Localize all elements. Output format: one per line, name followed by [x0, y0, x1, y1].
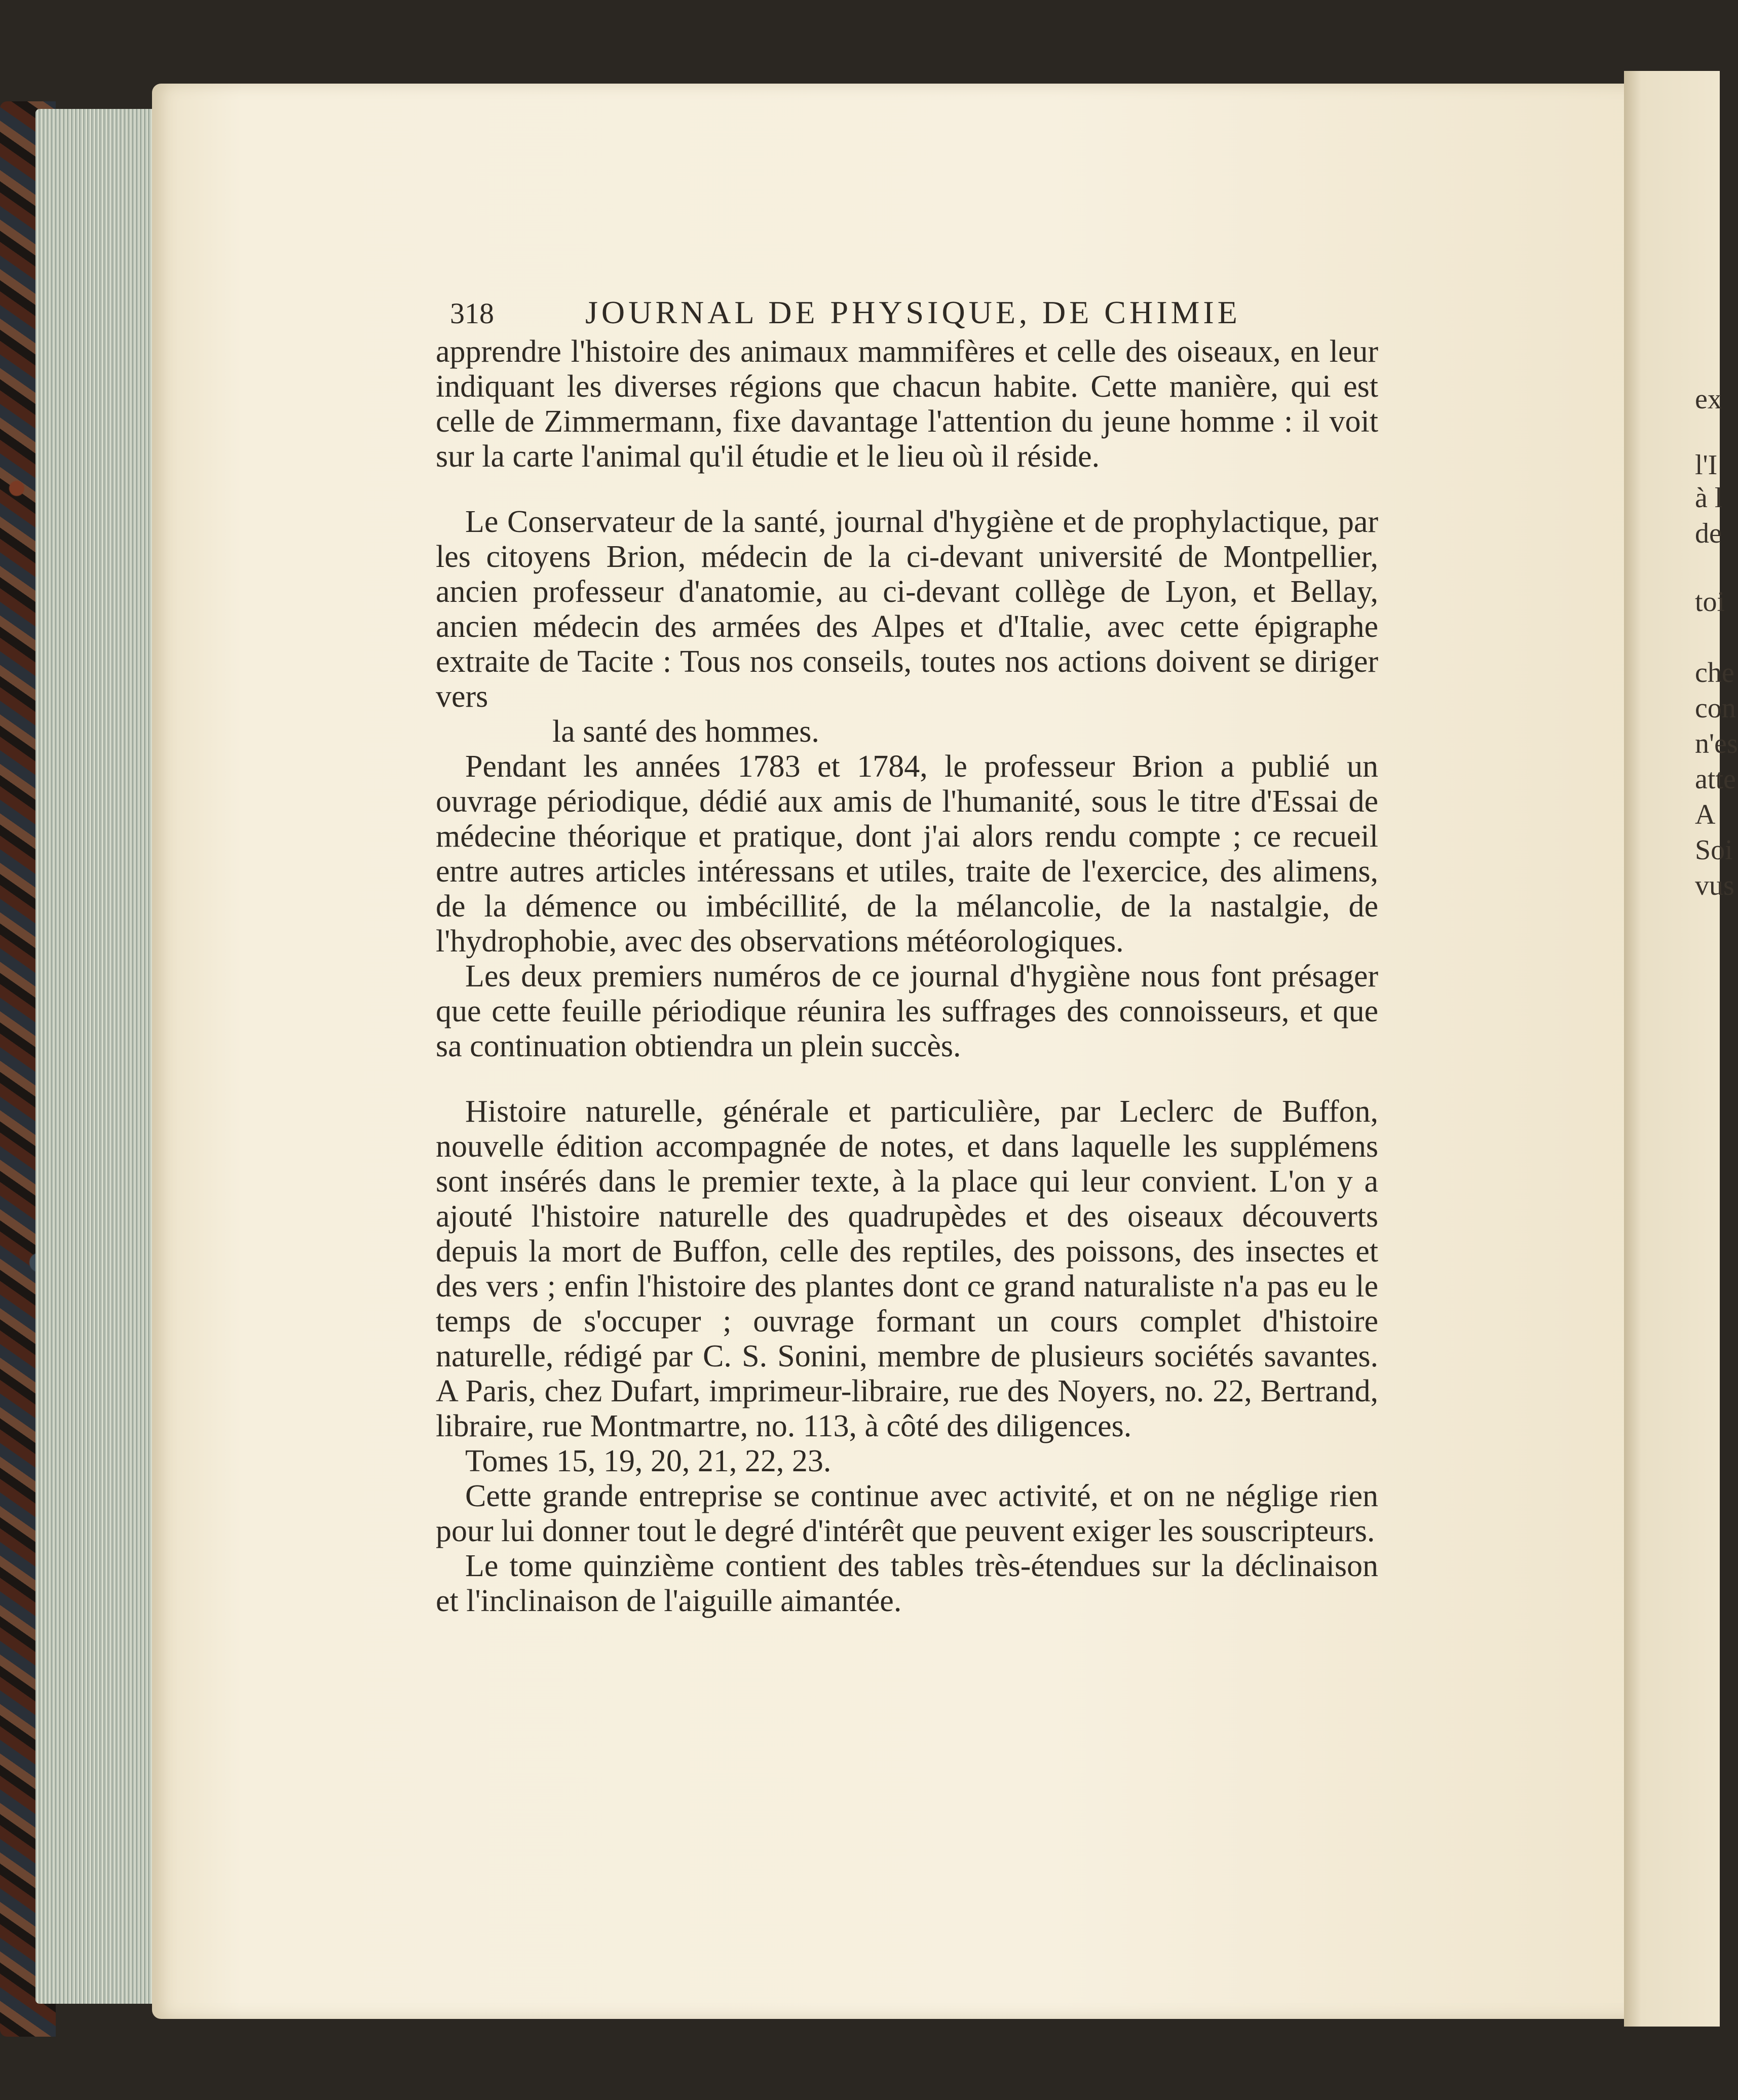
facing-fragment: à l [1695, 482, 1723, 514]
facing-fragment: atte [1695, 763, 1736, 795]
paragraph: Cette grande entreprise se continue avec activité, et on ne néglige rien pour lui donner tout le degré d'intérêt que peuvent exiger les souscripteurs. [436, 1479, 1378, 1548]
running-head [450, 294, 1291, 331]
paragraph: Histoire naturelle, générale et particulière, par Leclerc de Buffon, nouvelle édition accompagnée de notes, et dans laquelle les supplémens sont insérés dans le premier texte, à la place qui leur convient. L'on y a ajouté l'histoire naturelle des quadrupèdes et des oiseaux découverts depuis la mort de Buffon, celle des reptiles, des poissons, des insectes et des vers ; enfin l'histoire des plantes dont ce grand naturaliste n'a pas eu le temps de s'occuper ; ouvrage formant un cours complet d'histoire naturelle, rédigé par C. S. Sonini, membre de plusieurs sociétés savantes. A Paris, chez Dufart, imprimeur-libraire, rue des Noyers, no. 22, Bertrand, libraire, rue Montmartre, no. 113, à côté des diligences. [436, 1094, 1378, 1443]
facing-fragment: de [1695, 518, 1722, 549]
facing-fragment: n'es [1695, 728, 1738, 759]
paragraph: Tomes 15, 19, 20, 21, 22, 23. [465, 1444, 832, 1478]
facing-fragment: A [1695, 799, 1716, 830]
facing-fragment: con [1695, 693, 1736, 724]
facing-fragment: ex [1695, 384, 1722, 415]
paragraph: Le tome quinzième contient des tables très-étendues sur la déclinaison et l'inclinaison de l'aiguille aimantée. [436, 1549, 1378, 1618]
page-edges [35, 109, 167, 2004]
facing-fragment: che [1695, 657, 1734, 689]
paragraph: Pendant les années 1783 et 1784, le professeur Brion a publié un ouvrage périodique, dédié aux amis de l'humanité, sous le titre d'Essai de médecine théorique et pratique, dont j'ai alors rendu compte ; ce recueil entre autres articles intéressans et utiles, traite de l'exercice, des alimens, de la démence ou imbécillité, de la mélancolie, de la nastalgie, de l'hydrophobie, avec des observations météorologiques. [436, 749, 1378, 959]
facing-fragment: l'I [1695, 449, 1718, 481]
paragraph: la santé des hommes. [552, 714, 819, 749]
paragraph: Les deux premiers numéros de ce journal d'hygiène nous font présager que cette feuille périodique réunira les suffrages des connoisseurs, et que sa continuation obtiendra un plein succès. [436, 959, 1378, 1063]
facing-fragment: toi [1695, 586, 1725, 618]
page-number: 318 [450, 297, 494, 330]
paragraph: apprendre l'histoire des animaux mammifères et celle des oiseaux, en leur indiquant les diverses régions que chacun habite. Cette manière, qui est celle de Zimmermann, fixe davantage l'attention du jeune homme : il voit sur la carte l'animal qu'il étudie et le lieu où il réside. [436, 334, 1378, 474]
facing-fragment: vus [1695, 870, 1734, 901]
running-title: JOURNAL DE PHYSIQUE, DE CHIMIE [585, 294, 1241, 330]
facing-fragment: Soi [1695, 834, 1733, 866]
facing-page [1624, 71, 1738, 2027]
paragraph: Le Conservateur de la santé, journal d'hygiène et de prophylactique, par les citoyens Brion, médecin de la ci-devant université de Montpellier, ancien professeur d'anatomie, au ci-devant collège de Lyon, et Bellay, ancien médecin des armées des Alpes et d'Italie, avec cette épigraphe extraite de Tacite : Tous nos conseils, toutes nos actions doivent se diriger vers [436, 505, 1378, 714]
page-text [436, 294, 1378, 1619]
